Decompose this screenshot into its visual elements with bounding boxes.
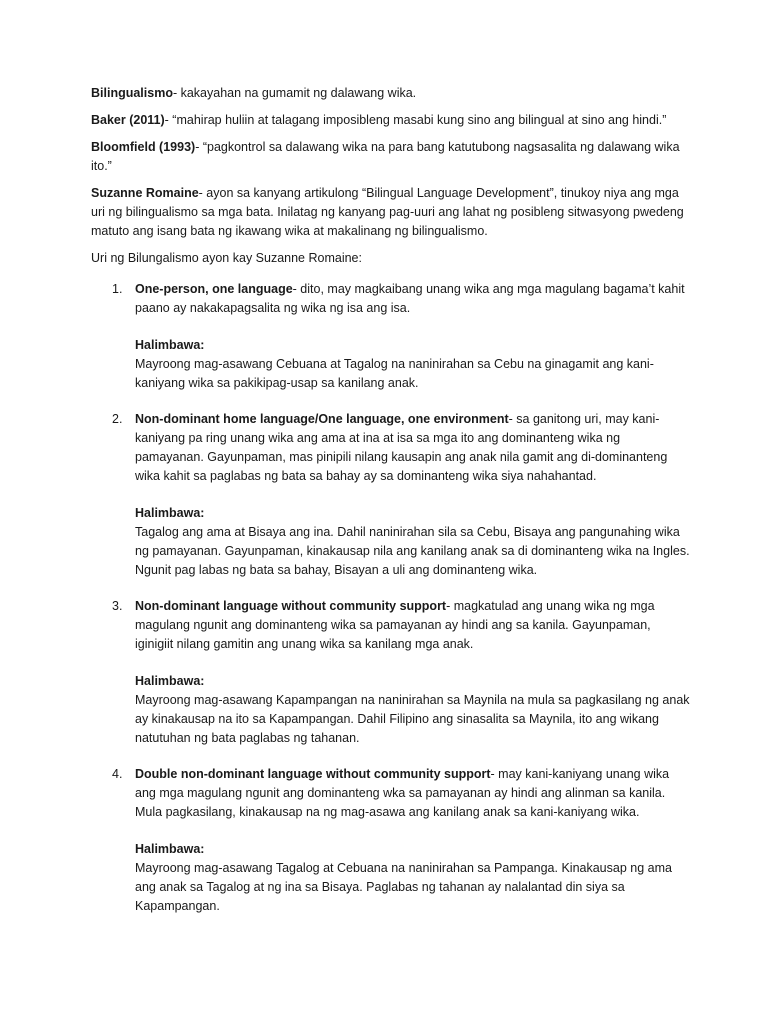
definition-term: Bilingualismo — [91, 86, 173, 100]
type-title: One-person, one language — [135, 282, 293, 296]
type-title: Non-dominant home language/One language, one environment — [135, 412, 509, 426]
type-desc-text: - sa ganitong uri, may kani-kaniyang pa ring unang wika ang ama at ina at isa sa mga ito ang dominanteng wika ng pamayanan. Gayunpaman, mas pinipili nilang kausapin ang anak nila gamit ang di-dominanteng wika kahit sa paglabas ng bata sa bahay ay sa dominanteng wika siya nahahantad. — [135, 412, 668, 483]
type-title: Non-dominant language without community support — [135, 599, 447, 613]
definition-text: - “pagkontrol sa dalawang wika na para bang katutubong nagsasalita ng dalawang wika ito.” — [91, 140, 680, 173]
list-item — [91, 410, 691, 580]
type-title: Double non-dominant language without community support — [135, 767, 491, 781]
list-number: 3. — [112, 599, 123, 613]
type-description — [135, 765, 691, 822]
type-description — [135, 597, 691, 654]
example-text: Mayroong mag-asawang Tagalog at Cebuana na naninirahan sa Pampanga. Kinakausap ng ama ang anak sa Tagalog at ng ina sa Bisaya. Paglabas ng tahanan ay nalalantad din siya sa Kapampangan. — [135, 861, 672, 913]
list-item — [91, 280, 691, 393]
definition-term: Baker (2011) — [91, 113, 165, 127]
example-label: Halimbawa: — [135, 842, 205, 856]
definition-term: Bloomfield (1993) — [91, 140, 196, 154]
type-description — [135, 280, 691, 318]
list-item — [91, 765, 691, 916]
document-body — [91, 84, 691, 933]
definition-text: - ayon sa kanyang artikulong “Bilingual Language Development”, tinukoy niya ang mga uri ng bilingualismo sa mga bata. Inilatag ng kanyang pag-uuri ang lahat ng posibleng sitwasyong pwedeng matuto ang isang bata ng ikawang wika at makalinang ng bilingualismo. — [91, 186, 684, 238]
list-item — [91, 597, 691, 748]
type-desc-text: - dito, may magkaibang unang wika ang mga magulang bagama’t kahit paano ay nakakapagsalita ng wika ng isa ang isa. — [135, 282, 685, 315]
example-text: Tagalog ang ama at Bisaya ang ina. Dahil naninirahan sila sa Cebu, Bisaya ang pangunahing wika ng pamayanan. Gayunpaman, kinakausap nila ang kanilang anak sa di dominanteng wika na Ingles. Ngunit pag labas ng bata sa bahay, Bisayan a uli ang dominanteng wika. — [135, 525, 690, 577]
example-label: Halimbawa: — [135, 338, 205, 352]
example-text: Mayroong mag-asawang Kapampangan na naninirahan sa Maynila na mula sa pagkasilang ng anak ay kinakausap na ito sa Kapampangan. Dahil Filipino ang sinasalita sa Maynila, ito ang wikang natutuhan ng bata paglabas ng tahanan. — [135, 693, 690, 745]
definition-bloomfield — [91, 138, 691, 176]
definition-romaine — [91, 184, 691, 241]
type-desc-text: - magkatulad ang unang wika ng mga magulang ngunit ang dominanteng wika sa pamayanan ay hindi ang sa kanila. Gayunpaman, iginigiit nilang gamitin ang unang wika sa kanilang mga anak. — [135, 599, 655, 651]
definition-term: Suzanne Romaine — [91, 186, 199, 200]
example-text: Mayroong mag-asawang Cebuana at Tagalog na naninirahan sa Cebu na ginagamit ang kani-kaniyang wika sa pakikipag-usap sa kanilang anak. — [135, 357, 654, 390]
type-description — [135, 410, 691, 486]
types-list — [91, 280, 691, 916]
example-label: Halimbawa: — [135, 674, 205, 688]
types-heading: Uri ng Bilungalismo ayon kay Suzanne Romaine: — [91, 251, 362, 265]
list-number: 2. — [112, 412, 123, 426]
list-number: 4. — [112, 767, 123, 781]
type-desc-text: - may kani-kaniyang unang wika ang mga magulang ngunit ang dominanteng wka sa pamayanan ay hindi ang alinman sa kanila. Mula pagkasilang, kinakausap na ng mag-asawa ang kanilang anak sa kani-kaniyang wika. — [135, 767, 670, 819]
definition-text: - kakayahan na gumamit ng dalawang wika. — [172, 86, 417, 100]
example-label: Halimbawa: — [135, 506, 205, 520]
list-number: 1. — [112, 282, 123, 296]
definition-baker — [91, 111, 691, 130]
definition-bilingualismo — [91, 84, 691, 103]
definition-text: - “mahirap huliin at talagang imposibleng masabi kung sino ang bilingual at sino ang hindi.” — [164, 113, 667, 127]
